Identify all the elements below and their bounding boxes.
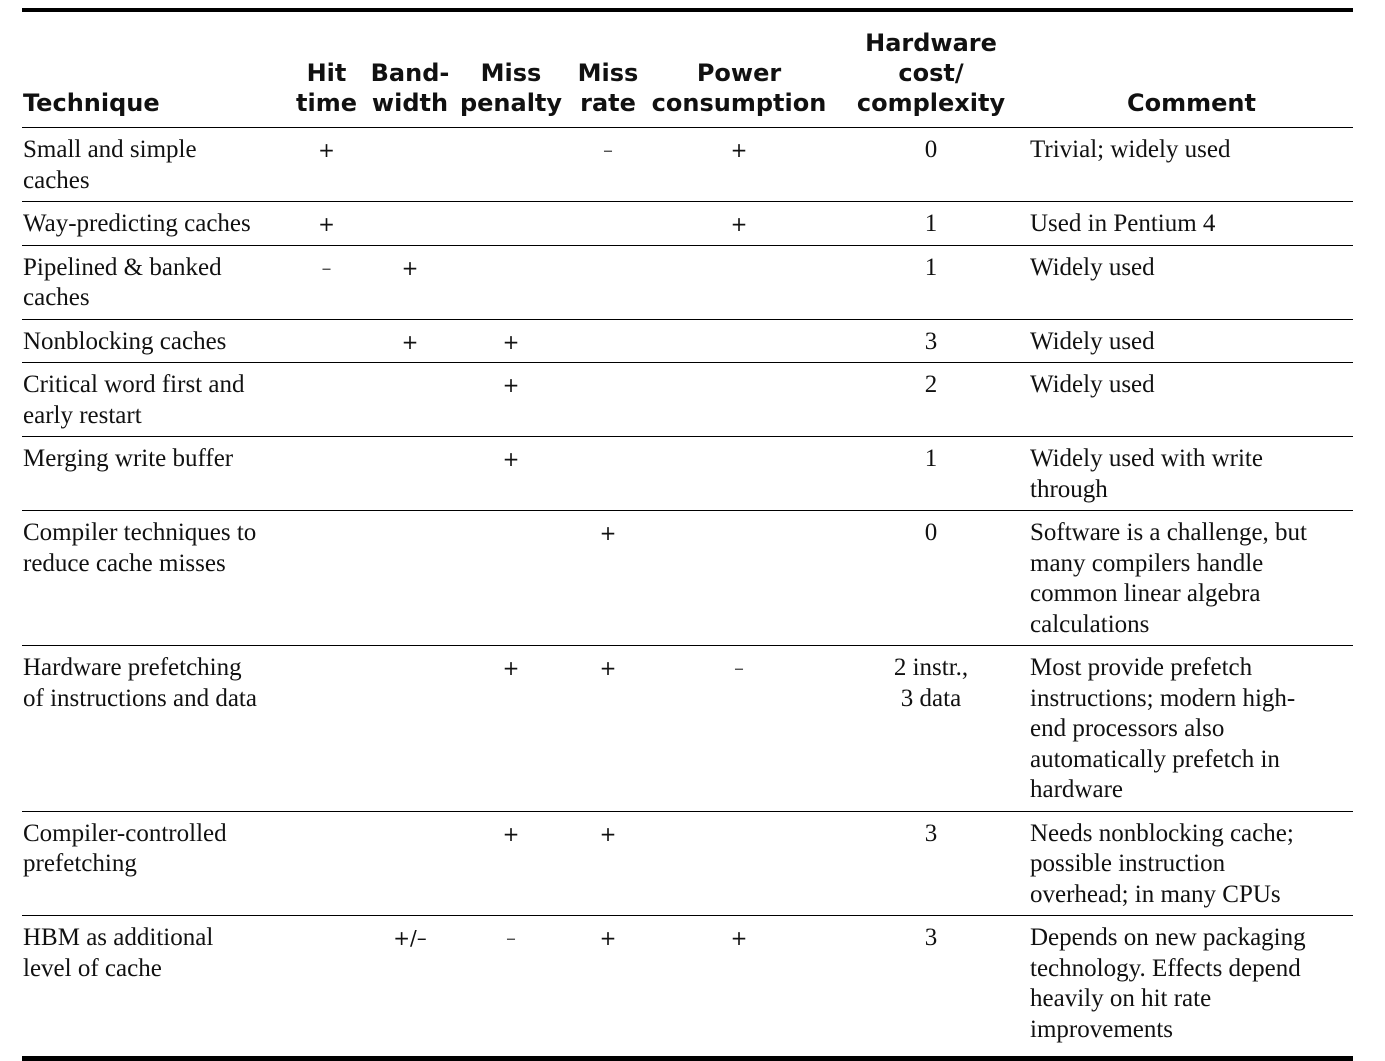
cell-line: Widely used xyxy=(1030,253,1155,281)
hit-time-cell xyxy=(285,128,368,202)
cell-line: Hit xyxy=(306,59,347,87)
cell-line: consumption xyxy=(651,89,827,117)
power-cell xyxy=(646,811,832,916)
cell-line: Trivial; widely used xyxy=(1030,136,1231,163)
header-hardware-cost xyxy=(832,12,1030,128)
hardware-cost-cell xyxy=(832,437,1030,511)
cell-line: Comment xyxy=(1127,89,1256,117)
cell-line: Depends on new packaging xyxy=(1030,924,1306,951)
comment-cell xyxy=(1030,128,1353,202)
cell-line: automatically prefetch in xyxy=(1030,745,1280,773)
hardware-cost-cell xyxy=(832,319,1030,363)
hit-time-cell xyxy=(285,202,368,246)
cell-line: heavily on hit rate xyxy=(1030,985,1212,1012)
miss-rate-cell xyxy=(570,319,646,363)
comment-cell xyxy=(1030,646,1353,812)
miss-penalty-cell xyxy=(452,245,570,319)
effect-symbol: + xyxy=(401,255,419,280)
effect-symbol: + xyxy=(730,212,748,236)
cell-line: Band- xyxy=(370,59,450,87)
cell-line: Pipelined & banked xyxy=(23,253,222,281)
comment-cell xyxy=(1030,811,1353,916)
cell-line: early restart xyxy=(23,401,142,429)
effect-symbol: – xyxy=(506,926,516,950)
cell-line: Used in Pentium 4 xyxy=(1030,210,1216,237)
cell-line: Technique xyxy=(23,89,160,117)
power-cell xyxy=(646,202,832,246)
effect-symbol: + xyxy=(502,821,520,846)
cell-line: Software is a challenge, but xyxy=(1030,519,1307,546)
cell-line: 0 xyxy=(924,519,938,546)
cell-line: 2 xyxy=(924,371,938,398)
bandwidth-cell xyxy=(368,646,452,812)
comment-cell xyxy=(1030,319,1353,363)
effect-symbol: + xyxy=(599,821,617,846)
technique-cell xyxy=(22,511,285,646)
cell-line: Miss xyxy=(480,59,542,87)
hit-time-cell xyxy=(285,437,368,511)
effect-symbol: +/– xyxy=(393,926,427,950)
comment-cell xyxy=(1030,245,1353,319)
technique-cell xyxy=(22,319,285,363)
power-cell xyxy=(646,916,832,1057)
effect-symbol: + xyxy=(318,212,335,236)
hardware-cost-cell xyxy=(832,511,1030,646)
effect-symbol: + xyxy=(599,521,617,545)
cell-line: 1 xyxy=(924,445,938,472)
effect-symbol: + xyxy=(502,329,520,354)
hardware-cost-cell xyxy=(832,363,1030,437)
cell-line: Needs nonblocking cache; xyxy=(1030,819,1294,847)
hit-time-cell xyxy=(285,245,368,319)
power-cell xyxy=(646,319,832,363)
miss-penalty-cell xyxy=(452,319,570,363)
cell-line: 3 xyxy=(924,924,938,951)
cell-line: prefetching xyxy=(23,850,137,877)
miss-penalty-cell xyxy=(452,811,570,916)
bandwidth-cell xyxy=(368,363,452,437)
cell-line: hardware xyxy=(1030,776,1123,803)
hit-time-cell xyxy=(285,916,368,1057)
cell-line: 1 xyxy=(924,210,938,237)
cell-line: common linear algebra xyxy=(1030,580,1261,607)
miss-penalty-cell xyxy=(452,646,570,812)
effect-symbol: – xyxy=(603,138,613,162)
effect-symbol: + xyxy=(502,373,520,397)
cell-line: width xyxy=(371,89,449,117)
hit-time-cell xyxy=(285,646,368,812)
cell-line: end processors also xyxy=(1030,715,1225,742)
technique-cell xyxy=(22,646,285,812)
hit-time-cell xyxy=(285,511,368,646)
miss-penalty-cell xyxy=(452,363,570,437)
table-row xyxy=(22,646,1353,812)
table-row xyxy=(22,128,1353,202)
cache-optimization-table-container xyxy=(22,8,1353,1061)
effect-symbol: + xyxy=(599,926,617,950)
effect-symbol: + xyxy=(318,138,335,162)
cell-line: Compiler techniques to xyxy=(23,519,257,546)
cell-line: overhead; in many CPUs xyxy=(1030,880,1281,908)
hit-time-cell xyxy=(285,319,368,363)
cell-line: technology. Effects depend xyxy=(1030,954,1301,982)
miss-rate-cell xyxy=(570,128,646,202)
cell-line: many compilers handle xyxy=(1030,549,1264,577)
cell-line: penalty xyxy=(459,89,563,117)
bandwidth-cell xyxy=(368,811,452,916)
power-cell xyxy=(646,128,832,202)
table-row xyxy=(22,202,1353,246)
bandwidth-cell xyxy=(368,319,452,363)
technique-cell xyxy=(22,916,285,1057)
cell-line: time xyxy=(296,89,357,117)
miss-penalty-cell xyxy=(452,916,570,1057)
hardware-cost-cell xyxy=(832,811,1030,916)
miss-rate-cell xyxy=(570,646,646,812)
effect-symbol: + xyxy=(730,926,748,950)
cell-line: rate xyxy=(580,89,636,117)
hardware-cost-cell xyxy=(832,128,1030,202)
cell-line: 3 xyxy=(924,327,938,355)
effect-symbol: + xyxy=(401,329,419,354)
cache-optimization-table xyxy=(22,12,1353,1056)
table-row xyxy=(22,245,1353,319)
cell-line: Critical word first and xyxy=(23,371,245,398)
bandwidth-cell xyxy=(368,245,452,319)
power-cell xyxy=(646,245,832,319)
miss-rate-cell xyxy=(570,245,646,319)
table-row xyxy=(22,319,1353,363)
technique-cell xyxy=(22,437,285,511)
power-cell xyxy=(646,646,832,812)
miss-penalty-cell xyxy=(452,128,570,202)
power-cell xyxy=(646,511,832,646)
cell-line: Miss xyxy=(577,59,639,87)
hardware-cost-cell xyxy=(832,646,1030,812)
cell-line: instructions; modern high- xyxy=(1030,684,1296,712)
hardware-cost-cell xyxy=(832,202,1030,246)
cell-line: Compiler-controlled xyxy=(23,819,227,847)
effect-symbol: + xyxy=(502,447,520,471)
miss-rate-cell xyxy=(570,437,646,511)
cell-line: calculations xyxy=(1030,610,1150,638)
bandwidth-cell xyxy=(368,916,452,1057)
comment-cell xyxy=(1030,437,1353,511)
cell-line: HBM as additional xyxy=(23,924,214,951)
cell-line: 0 xyxy=(924,136,938,163)
cell-line: Nonblocking caches xyxy=(23,327,227,355)
header-row xyxy=(22,12,1353,128)
technique-cell xyxy=(22,811,285,916)
header-hit-time xyxy=(285,12,368,128)
technique-cell xyxy=(22,363,285,437)
comment-cell xyxy=(1030,916,1353,1057)
miss-penalty-cell xyxy=(452,511,570,646)
cell-line: caches xyxy=(23,284,90,311)
bandwidth-cell xyxy=(368,128,452,202)
header-technique xyxy=(22,12,285,128)
cell-line: improvements xyxy=(1030,1015,1174,1043)
cell-line: Widely used xyxy=(1030,371,1155,398)
cell-line: 1 xyxy=(924,253,938,281)
hardware-cost-cell xyxy=(832,916,1030,1057)
cell-line: Most provide prefetch xyxy=(1030,654,1253,681)
miss-rate-cell xyxy=(570,363,646,437)
effect-symbol: + xyxy=(599,656,617,680)
table-row xyxy=(22,511,1353,646)
bandwidth-cell xyxy=(368,511,452,646)
miss-rate-cell xyxy=(570,202,646,246)
cell-line: Hardware cost/ xyxy=(865,29,997,87)
cell-line: reduce cache misses xyxy=(23,549,226,577)
cell-line: caches xyxy=(23,166,90,194)
header-power-consumption xyxy=(646,12,832,128)
technique-cell xyxy=(22,202,285,246)
cell-line: Widely used with write xyxy=(1030,445,1263,472)
effect-symbol: + xyxy=(730,138,748,162)
table-row xyxy=(22,363,1353,437)
miss-penalty-cell xyxy=(452,202,570,246)
cell-line: complexity xyxy=(856,89,1006,117)
technique-cell xyxy=(22,128,285,202)
cell-line: through xyxy=(1030,475,1108,503)
technique-cell xyxy=(22,245,285,319)
header-miss-penalty xyxy=(452,12,570,128)
cell-line: of instructions and data xyxy=(23,684,257,712)
header-miss-rate xyxy=(570,12,646,128)
table-row xyxy=(22,916,1353,1057)
cell-line: level of cache xyxy=(23,954,162,982)
cell-line: Widely used xyxy=(1030,327,1155,355)
hit-time-cell xyxy=(285,811,368,916)
cell-line: Way-predicting caches xyxy=(23,210,251,237)
cell-line: Merging write buffer xyxy=(23,445,234,472)
power-cell xyxy=(646,363,832,437)
table-row xyxy=(22,811,1353,916)
header-comment xyxy=(1030,12,1353,128)
comment-cell xyxy=(1030,511,1353,646)
cell-line: 2 instr., xyxy=(893,654,969,681)
effect-symbol: + xyxy=(502,656,520,680)
miss-rate-cell xyxy=(570,511,646,646)
bandwidth-cell xyxy=(368,202,452,246)
cell-line: Power xyxy=(696,59,782,87)
effect-symbol: – xyxy=(734,656,744,680)
bandwidth-cell xyxy=(368,437,452,511)
miss-rate-cell xyxy=(570,811,646,916)
hit-time-cell xyxy=(285,363,368,437)
cell-line: 3 xyxy=(924,819,938,847)
miss-rate-cell xyxy=(570,916,646,1057)
table-row xyxy=(22,437,1353,511)
hardware-cost-cell xyxy=(832,245,1030,319)
cell-line: possible instruction xyxy=(1030,850,1226,877)
cell-line: 3 data xyxy=(900,684,962,712)
cell-line: Small and simple xyxy=(23,136,197,163)
bottom-rule xyxy=(22,1056,1353,1061)
power-cell xyxy=(646,437,832,511)
comment-cell xyxy=(1030,363,1353,437)
cell-line: Hardware prefetching xyxy=(23,654,242,681)
effect-symbol: – xyxy=(321,255,332,280)
header-bandwidth xyxy=(368,12,452,128)
table-body xyxy=(22,128,1353,1057)
miss-penalty-cell xyxy=(452,437,570,511)
comment-cell xyxy=(1030,202,1353,246)
